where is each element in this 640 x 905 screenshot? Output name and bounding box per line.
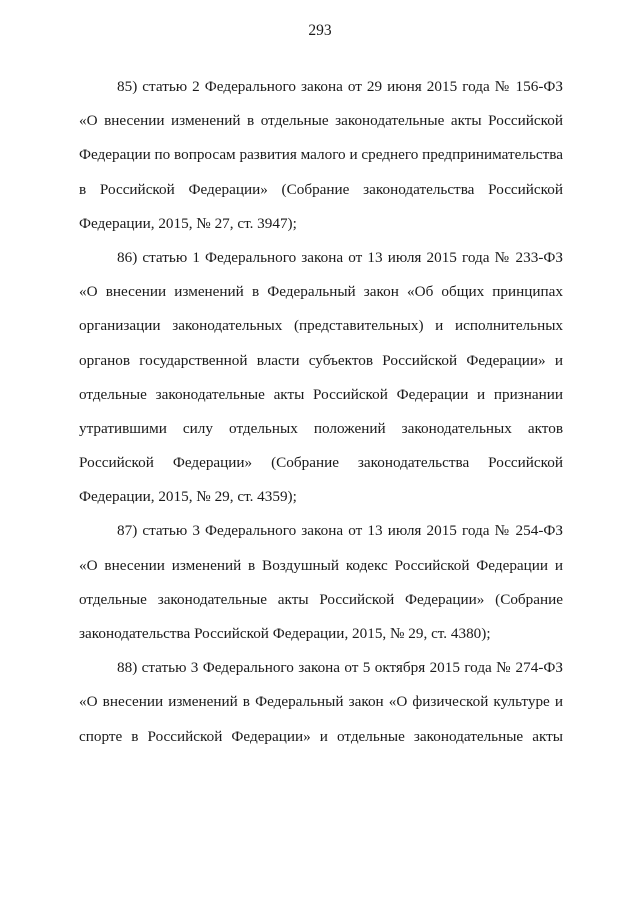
text-line: Федерации по вопросам развития малого и среднего предпринимательства (79, 146, 564, 164)
paragraph-87 (79, 514, 563, 651)
text-line: Российской Федерации» (Собрание законодательства Российской (79, 454, 563, 472)
text-line: «О внесении изменений в Федеральный закон «О физической культуре и (79, 693, 563, 711)
text-line: 88) статью 3 Федерального закона от 5 октября 2015 года № 274-ФЗ (117, 659, 563, 677)
text-line: 85) статью 2 Федерального закона от 29 июня 2015 года № 156-ФЗ (117, 78, 563, 95)
text-line: в Российской Федерации» (Собрание законодательства Российской (79, 180, 563, 198)
text-line: Федерации, 2015, № 29, ст. 4359); (79, 488, 297, 506)
text-line: отдельные законодательные акты Российской Федерации и признании (79, 385, 563, 403)
text-line: «О внесении изменений в Воздушный кодекс Российской Федерации и (79, 556, 563, 574)
text-line: Федерации, 2015, № 27, ст. 3947); (79, 214, 297, 232)
paragraph-88 (79, 651, 563, 754)
text-line: отдельные законодательные акты Российской Федерации» (Собрание (79, 590, 563, 608)
paragraph-85 (79, 70, 563, 241)
text-line: «О внесении изменений в отдельные законодательные акты Российской (79, 112, 563, 130)
document-body (79, 70, 563, 754)
page-number: 293 (308, 22, 332, 39)
text-line: законодательства Российской Федерации, 2015, № 29, ст. 4380); (79, 625, 491, 642)
text-line: 86) статью 1 Федерального закона от 13 июля 2015 года № 233-ФЗ (117, 248, 563, 266)
text-line: организации законодательных (представительных) и исполнительных (79, 317, 563, 335)
paragraph-86 (79, 241, 563, 515)
text-line: утратившими силу отдельных положений законодательных актов (79, 419, 563, 437)
text-line: «О внесении изменений в Федеральный закон «Об общих принципах (79, 283, 563, 301)
text-line: органов государственной власти субъектов Российской Федерации» и (79, 351, 563, 369)
text-line: 87) статью 3 Федерального закона от 13 июля 2015 года № 254-ФЗ (117, 522, 563, 540)
text-line: спорте в Российской Федерации» и отдельные законодательные акты (79, 727, 563, 745)
